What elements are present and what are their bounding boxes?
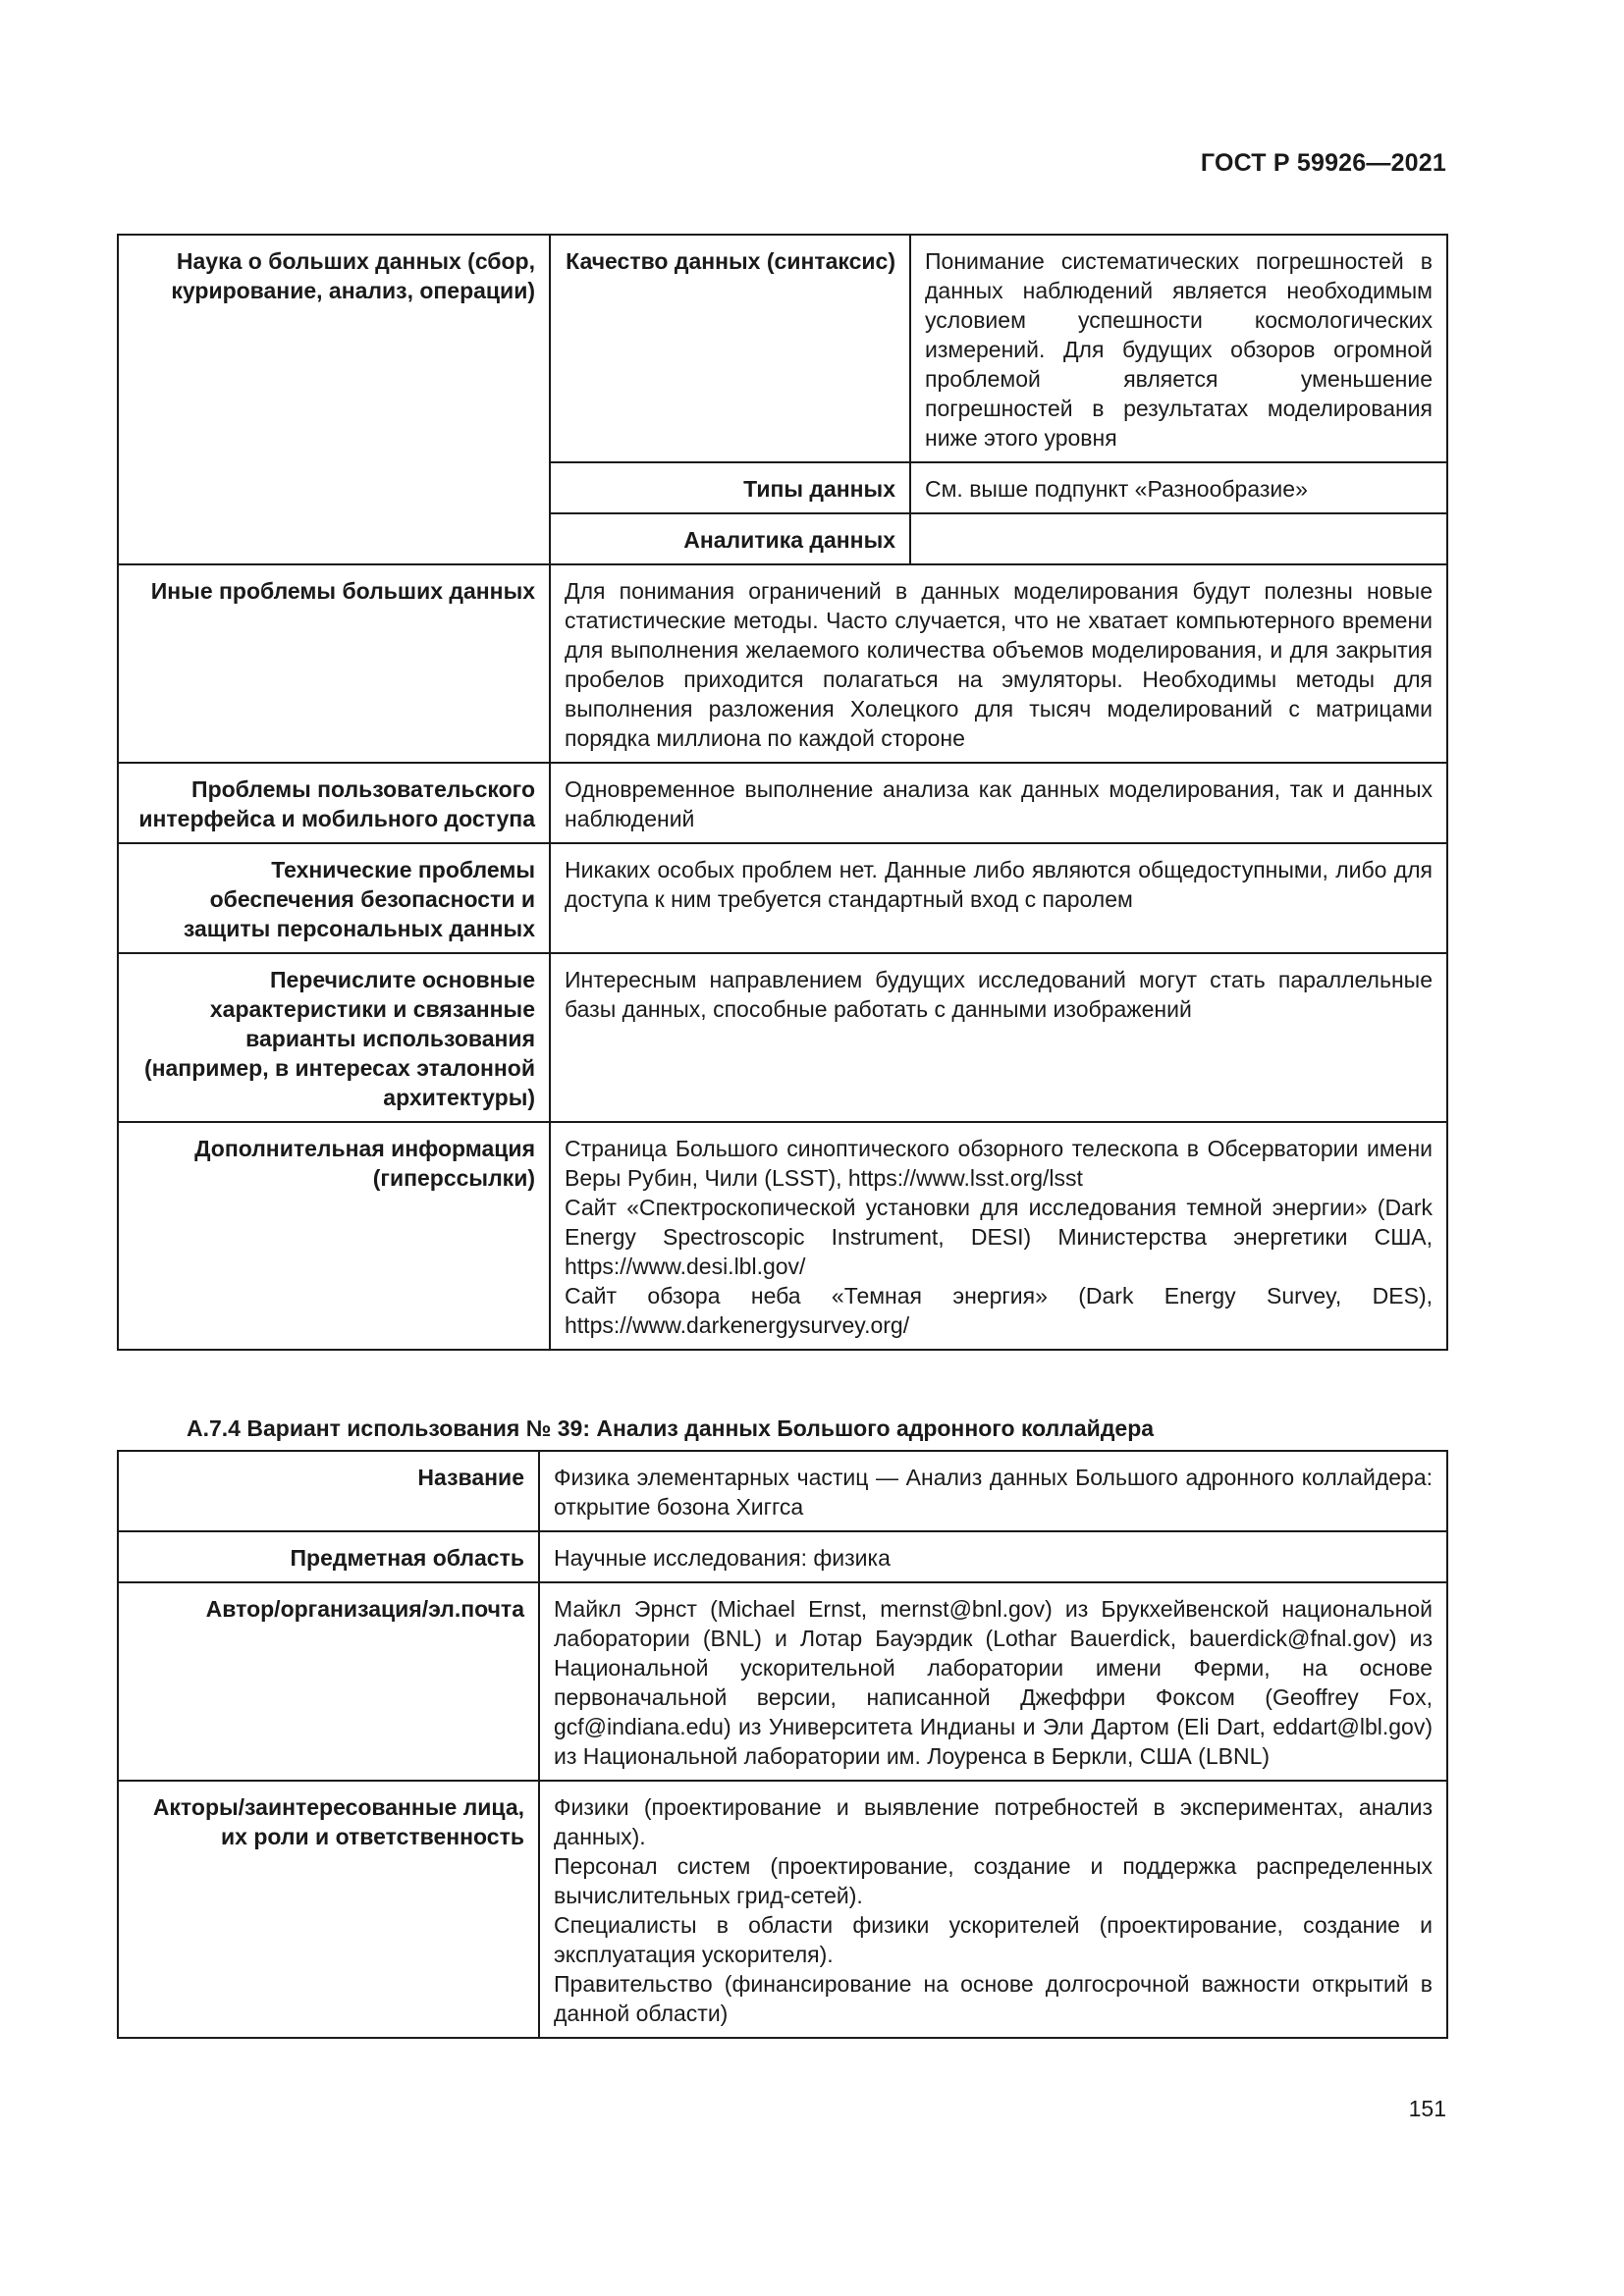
quality-text: Понимание систематических погрешностей в данных наблюдений является необходимым условием успешности космологических измерений. Для будущих обзоров огромной проблемой является уменьшение погрешностей в результатах моделирования ниже этого уровня (910, 235, 1447, 462)
table-row (118, 1451, 1447, 1531)
other-text: Для понимания ограничений в данных моделирования будут полезны новые статистические методы. Часто случается, что не хватает компьютерного времени для выполнения желаемого количества объемов моделирования, и для закрытия пробелов приходится полагаться на эмуляторы. Необходимы методы для выполнения разложения Холецкого для тысяч моделирований с матрицами порядка миллиона по каждой стороне (550, 564, 1447, 763)
table-row (118, 1582, 1447, 1781)
science-label: Наука о больших данных (сбор, курирование, анализ, операции) (118, 235, 550, 564)
standard-designation: ГОСТ Р 59926—2021 (1200, 149, 1446, 177)
link-desi: Сайт «Спектроскопической установки для исследования темной энергии» (Dark Energy Spectroscopic Instrument, DESI) Министерства энергетики США, https://www.desi.lbl.gov/ (565, 1195, 1433, 1279)
links-label: Дополнительная информация (гиперссылки) (118, 1122, 550, 1350)
links-text (550, 1122, 1447, 1350)
table-row (118, 1781, 1447, 2038)
actor-government: Правительство (финансирование на основе долгосрочной важности открытий в данной области) (554, 1971, 1433, 2026)
actor-systems-staff: Персонал систем (проектирование, создание и поддержка распределенных вычислительных грид-сетей). (554, 1853, 1433, 1908)
other-label: Иные проблемы больших данных (118, 564, 550, 763)
analytics-label: Аналитика данных (550, 513, 910, 564)
link-lsst: Страница Большого синоптического обзорного телескопа в Обсерватории имени Веры Рубин, Чили (LSST), https://www.lsst.org/lsst (565, 1136, 1433, 1191)
author-text: Майкл Эрнст (Michael Ernst, mernst@bnl.gov) из Брукхейвенской национальной лаборатории (BNL) и Лотар Бауэрдик (Lothar Bauerdick, bauerdick@fnal.gov) из Национальной ускорительной лаборатории имени Ферми, на основе первоначальной версии, написанной Джеффри Фоксом (Geoffrey Fox, gcf@indiana.edu) из Университета Индианы и Эли Дартом (Eli Dart, eddart@lbl.gov) из Национальной лаборатории им. Лоуренса в Беркли, США (LBNL) (539, 1582, 1447, 1781)
actors-label: Акторы/заинтересованные лица, их роли и ответственность (118, 1781, 539, 2038)
ui-text: Одновременное выполнение анализа как данных моделирования, так и данных наблюдений (550, 763, 1447, 843)
name-label: Название (118, 1451, 539, 1531)
security-label: Технические проблемы обеспечения безопасности и защиты персональных данных (118, 843, 550, 953)
quality-label: Качество данных (синтаксис) (550, 235, 910, 462)
analytics-text (910, 513, 1447, 564)
actors-text (539, 1781, 1447, 2038)
table-row (118, 843, 1447, 953)
use-case-table-continued (117, 234, 1448, 1351)
section-title: А.7.4 Вариант использования № 39: Анализ данных Большого адронного коллайдера (187, 1415, 1155, 1441)
table-row (118, 1122, 1447, 1350)
types-label: Типы данных (550, 462, 910, 513)
page-number: 151 (1408, 2096, 1446, 2121)
features-label: Перечислите основные характеристики и связанные варианты использования (например, в интересах эталонной архитектуры) (118, 953, 550, 1122)
actor-physicists: Физики (проектирование и выявление потребностей в экспериментах, анализ данных). (554, 1794, 1433, 1849)
table-row (118, 953, 1447, 1122)
table-row (118, 235, 1447, 462)
actor-accelerator-specialists: Специалисты в области физики ускорителей (проектирование, создание и эксплуатация ускорителя). (554, 1912, 1433, 1967)
use-case-39-table (117, 1450, 1448, 2039)
author-label: Автор/организация/эл.почта (118, 1582, 539, 1781)
link-des: Сайт обзора неба «Темная энергия» (Dark Energy Survey, DES), https://www.darkenergysurvey.org/ (565, 1283, 1433, 1338)
table-row (118, 1531, 1447, 1582)
domain-label: Предметная область (118, 1531, 539, 1582)
types-text: См. выше подпункт «Разнообразие» (910, 462, 1447, 513)
features-text: Интересным направлением будущих исследований могут стать параллельные базы данных, способные работать с данными изображений (550, 953, 1447, 1122)
ui-label: Проблемы пользовательского интерфейса и мобильного доступа (118, 763, 550, 843)
table-row (118, 763, 1447, 843)
table-row (118, 564, 1447, 763)
security-text: Никаких особых проблем нет. Данные либо являются общедоступными, либо для доступа к ним требуется стандартный вход с паролем (550, 843, 1447, 953)
name-text: Физика элементарных частиц — Анализ данных Большого адронного коллайдера: открытие бозона Хиггса (539, 1451, 1447, 1531)
domain-text: Научные исследования: физика (539, 1531, 1447, 1582)
